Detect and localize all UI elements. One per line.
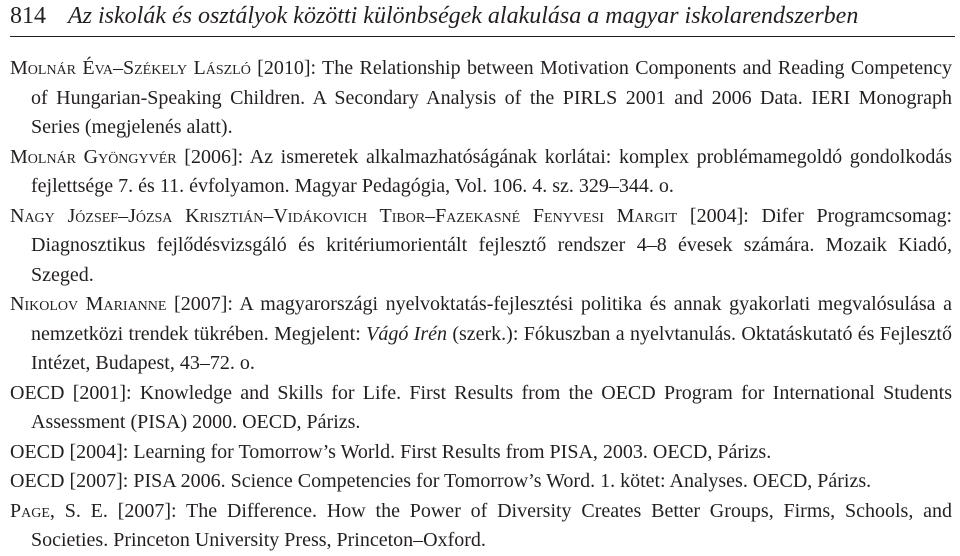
reference-authors: Molnár Gyöngyvér bbox=[10, 145, 177, 168]
reference-item bbox=[10, 54, 952, 143]
reference-text: [2007]: The Difference. How the Power of Diversity Creates Better Groups, Firms, Schools, and Societies. Princeton University Press, Princeton–Oxford. bbox=[31, 499, 952, 551]
reference-authors: Molnár Éva–Székely László bbox=[10, 57, 251, 79]
running-header bbox=[10, 0, 955, 37]
reference-item bbox=[10, 379, 952, 438]
reference-authors: Nikolov Marianne bbox=[10, 293, 167, 315]
reference-text: OECD [2007]: PISA 2006. Science Competencies for Tomorrow’s Word. 1. kötet: Analyses. OECD, Párizs. bbox=[10, 470, 872, 492]
reference-editor: Vágó Irén bbox=[366, 322, 447, 345]
reference-text: [2006]: Az ismeretek alkalmazhatóságának korlátai: komplex problémamegoldó gondolkodás fejlettsége 7. és 11. évfolyamon. Magyar Pedagógia, Vol. 106. 4. sz. 329–344. o. bbox=[31, 145, 952, 197]
reference-text: [2004]: Difer Programcsomag: Diagnosztikus fejlődésvizsgáló és kritériumorientált fejlesztő rendszer 4–8 évesek számára. Mozaik Kiadó, Szeged. bbox=[31, 204, 952, 286]
reference-text: (szerk.): Fókuszban a nyelvtanulás. Oktatáskutató és Fejlesztő Intézet, Budapest, 43–72. o. bbox=[31, 322, 952, 374]
page-number: 814 bbox=[10, 3, 46, 29]
reference-authors: Nagy József–Józsa Krisztián–Vidákovich Tibor–Fazekasné Fenyvesi Margit bbox=[10, 204, 678, 227]
reference-item bbox=[10, 497, 952, 556]
reference-item bbox=[10, 202, 952, 291]
reference-item bbox=[10, 438, 952, 468]
reference-authors: Page, S. E. bbox=[10, 499, 108, 522]
reference-item bbox=[10, 143, 952, 202]
reference-text: [2007]: A magyarországi nyelvoktatás-fejlesztési politika és annak gyakorlati megvalósulása a nemzetközi trendek tükrében. Megjelent: bbox=[31, 293, 952, 345]
running-title: Az iskolák és osztályok közötti különbségek alakulása a magyar iskolarendszerben bbox=[68, 3, 859, 29]
reference-text: OECD [2001]: Knowledge and Skills for Life. First Results from the OECD Program for International Students Assessment (PISA) 2000. OECD, Párizs. bbox=[10, 381, 952, 433]
reference-item bbox=[10, 290, 952, 379]
reference-list bbox=[10, 54, 952, 556]
reference-item bbox=[10, 467, 952, 497]
reference-text: OECD [2004]: Learning for Tomorrow’s World. First Results from PISA, 2003. OECD, Párizs. bbox=[10, 440, 772, 463]
reference-text: [2010]: The Relationship between Motivation Components and Reading Competency of Hungarian-Speaking Children. A Secondary Analysis of the PIRLS 2001 and 2006 Data. IERI Monograph Series (megjelenés alatt). bbox=[31, 57, 952, 138]
